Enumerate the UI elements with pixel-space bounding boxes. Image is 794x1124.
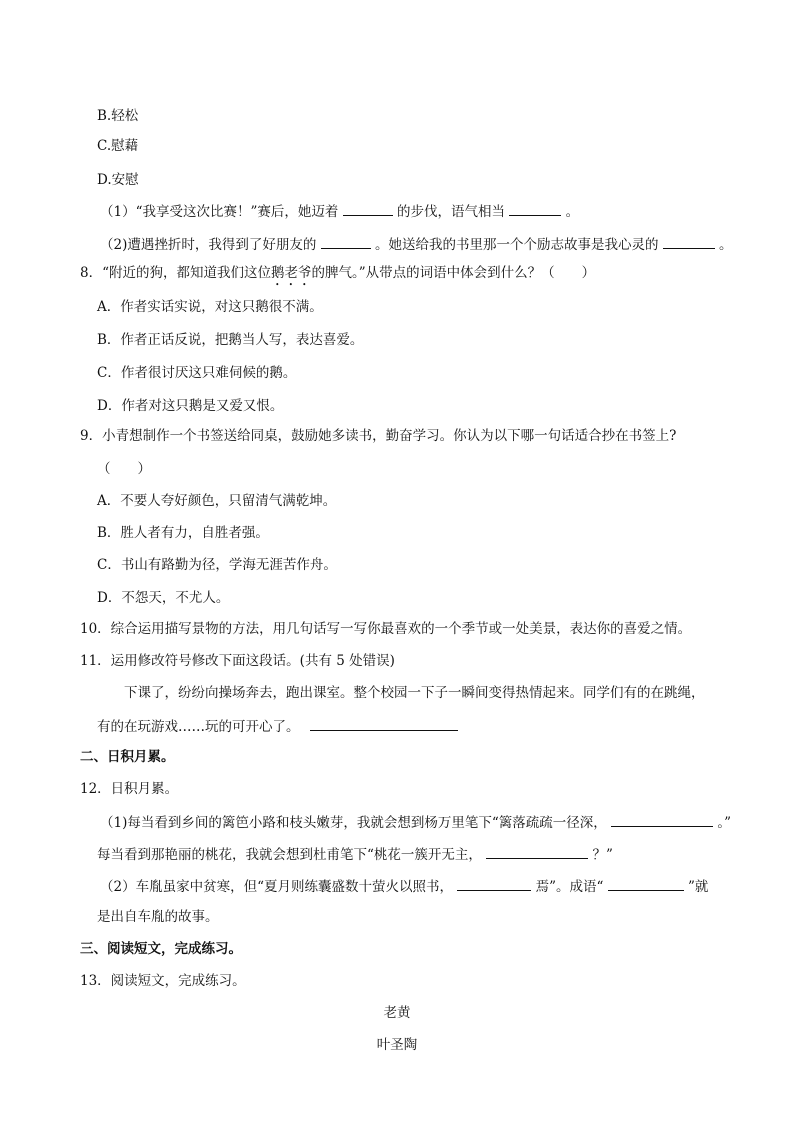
question-8-stem: 8．“附近的狗，都知道我们这位鹅老爷的脾气。”从带点的词语中体会到什么？（ ） bbox=[80, 265, 596, 281]
passage-author: 叶圣陶 bbox=[376, 1037, 418, 1053]
question-13-stem: 13．阅读短文，完成练习。 bbox=[80, 973, 246, 989]
answer-blank[interactable] bbox=[457, 876, 531, 891]
question-9-stem: 9．小青想制作一个书签送给同桌，鼓励她多读书，勤奋学习。你认为以下哪一句话适合抄在书签上? bbox=[80, 428, 677, 444]
question-9-paren: （ ） bbox=[97, 461, 151, 477]
section-heading-2: 二、日积月累。 bbox=[80, 749, 175, 765]
answer-blank[interactable] bbox=[509, 201, 561, 216]
answer-blank[interactable] bbox=[608, 876, 684, 891]
answer-blank[interactable] bbox=[343, 201, 393, 216]
question-9-option-a: A．不要人夸好颜色，只留清气满乾坤。 bbox=[97, 493, 337, 509]
option-b: B.轻松 bbox=[97, 108, 139, 124]
question-9-option-d: D．不怨天，不尤人。 bbox=[97, 590, 230, 606]
question-12-line-2: 每当看到那艳丽的桃花，我就会想到杜甫笔下“桃花一簇开无主， ？” bbox=[97, 844, 613, 864]
answer-blank[interactable] bbox=[486, 844, 588, 859]
question-8-option-c: C．作者很讨厌这只难伺候的鹅。 bbox=[97, 365, 297, 381]
answer-blank[interactable] bbox=[611, 812, 713, 827]
question-9-option-b: B．胜人者有力，自胜者强。 bbox=[97, 525, 269, 541]
section-heading-3: 三、阅读短文，完成练习。 bbox=[80, 941, 242, 957]
question-11-stem: 11．运用修改符号修改下面这段话。(共有 5 处错误) bbox=[80, 653, 395, 669]
question-9-option-c: C．书山有路勤为径，学海无涯苦作舟。 bbox=[97, 557, 337, 573]
question-10: 10．综合运用描写景物的方法，用几句话写一写你最喜欢的一个季节或一处美景，表达你的喜爱之情。 bbox=[80, 621, 692, 637]
answer-blank[interactable] bbox=[321, 234, 371, 249]
question-12-stem: 12．日积月累。 bbox=[80, 781, 179, 797]
question-12-line-1: （1)每当看到乡间的篱笆小路和枝头嫩芽，我就会想到杨万里笔下“篱落疏疏一径深， 。” bbox=[100, 812, 731, 832]
answer-blank[interactable] bbox=[663, 234, 715, 249]
question-8-option-d: D．作者对这只鹅是又爱又恨。 bbox=[97, 398, 284, 414]
question-8-option-b: B．作者正话反说，把鹅当人写，表达喜爱。 bbox=[97, 332, 364, 348]
question-12-line-3: （2）车胤虽家中贫寒，但“夏月则练囊盛数十萤火以照书， 焉”。成语“ ”就 bbox=[100, 876, 708, 896]
dotted-word: 鹅老爷 bbox=[271, 265, 312, 281]
passage-title: 老黄 bbox=[383, 1005, 411, 1021]
answer-blank[interactable] bbox=[310, 716, 458, 731]
fill-sentence-2: （2)遭遇挫折时，我得到了好朋友的 。她送给我的书里那一个个励志故事是我心灵的 。 bbox=[100, 234, 733, 254]
question-11-paragraph-line-1: 下课了，纷纷向操场奔去，跑出课室。整个校园一下子一瞬间变得热情起来。同学们有的在跳绳， bbox=[124, 685, 705, 701]
fill-sentence-1: （1）“我享受这次比赛！”赛后，她迈着 的步伐，语气相当 。 bbox=[100, 201, 579, 221]
question-8-option-a: A．作者实话实说，对这只鹅很不满。 bbox=[97, 299, 323, 315]
question-11-paragraph-line-2: 有的在玩游戏……玩的可开心了。 bbox=[97, 716, 458, 736]
option-c: C.慰藉 bbox=[97, 138, 139, 154]
option-d: D.安慰 bbox=[97, 172, 139, 188]
question-12-line-4: 是出自车胤的故事。 bbox=[97, 909, 219, 925]
